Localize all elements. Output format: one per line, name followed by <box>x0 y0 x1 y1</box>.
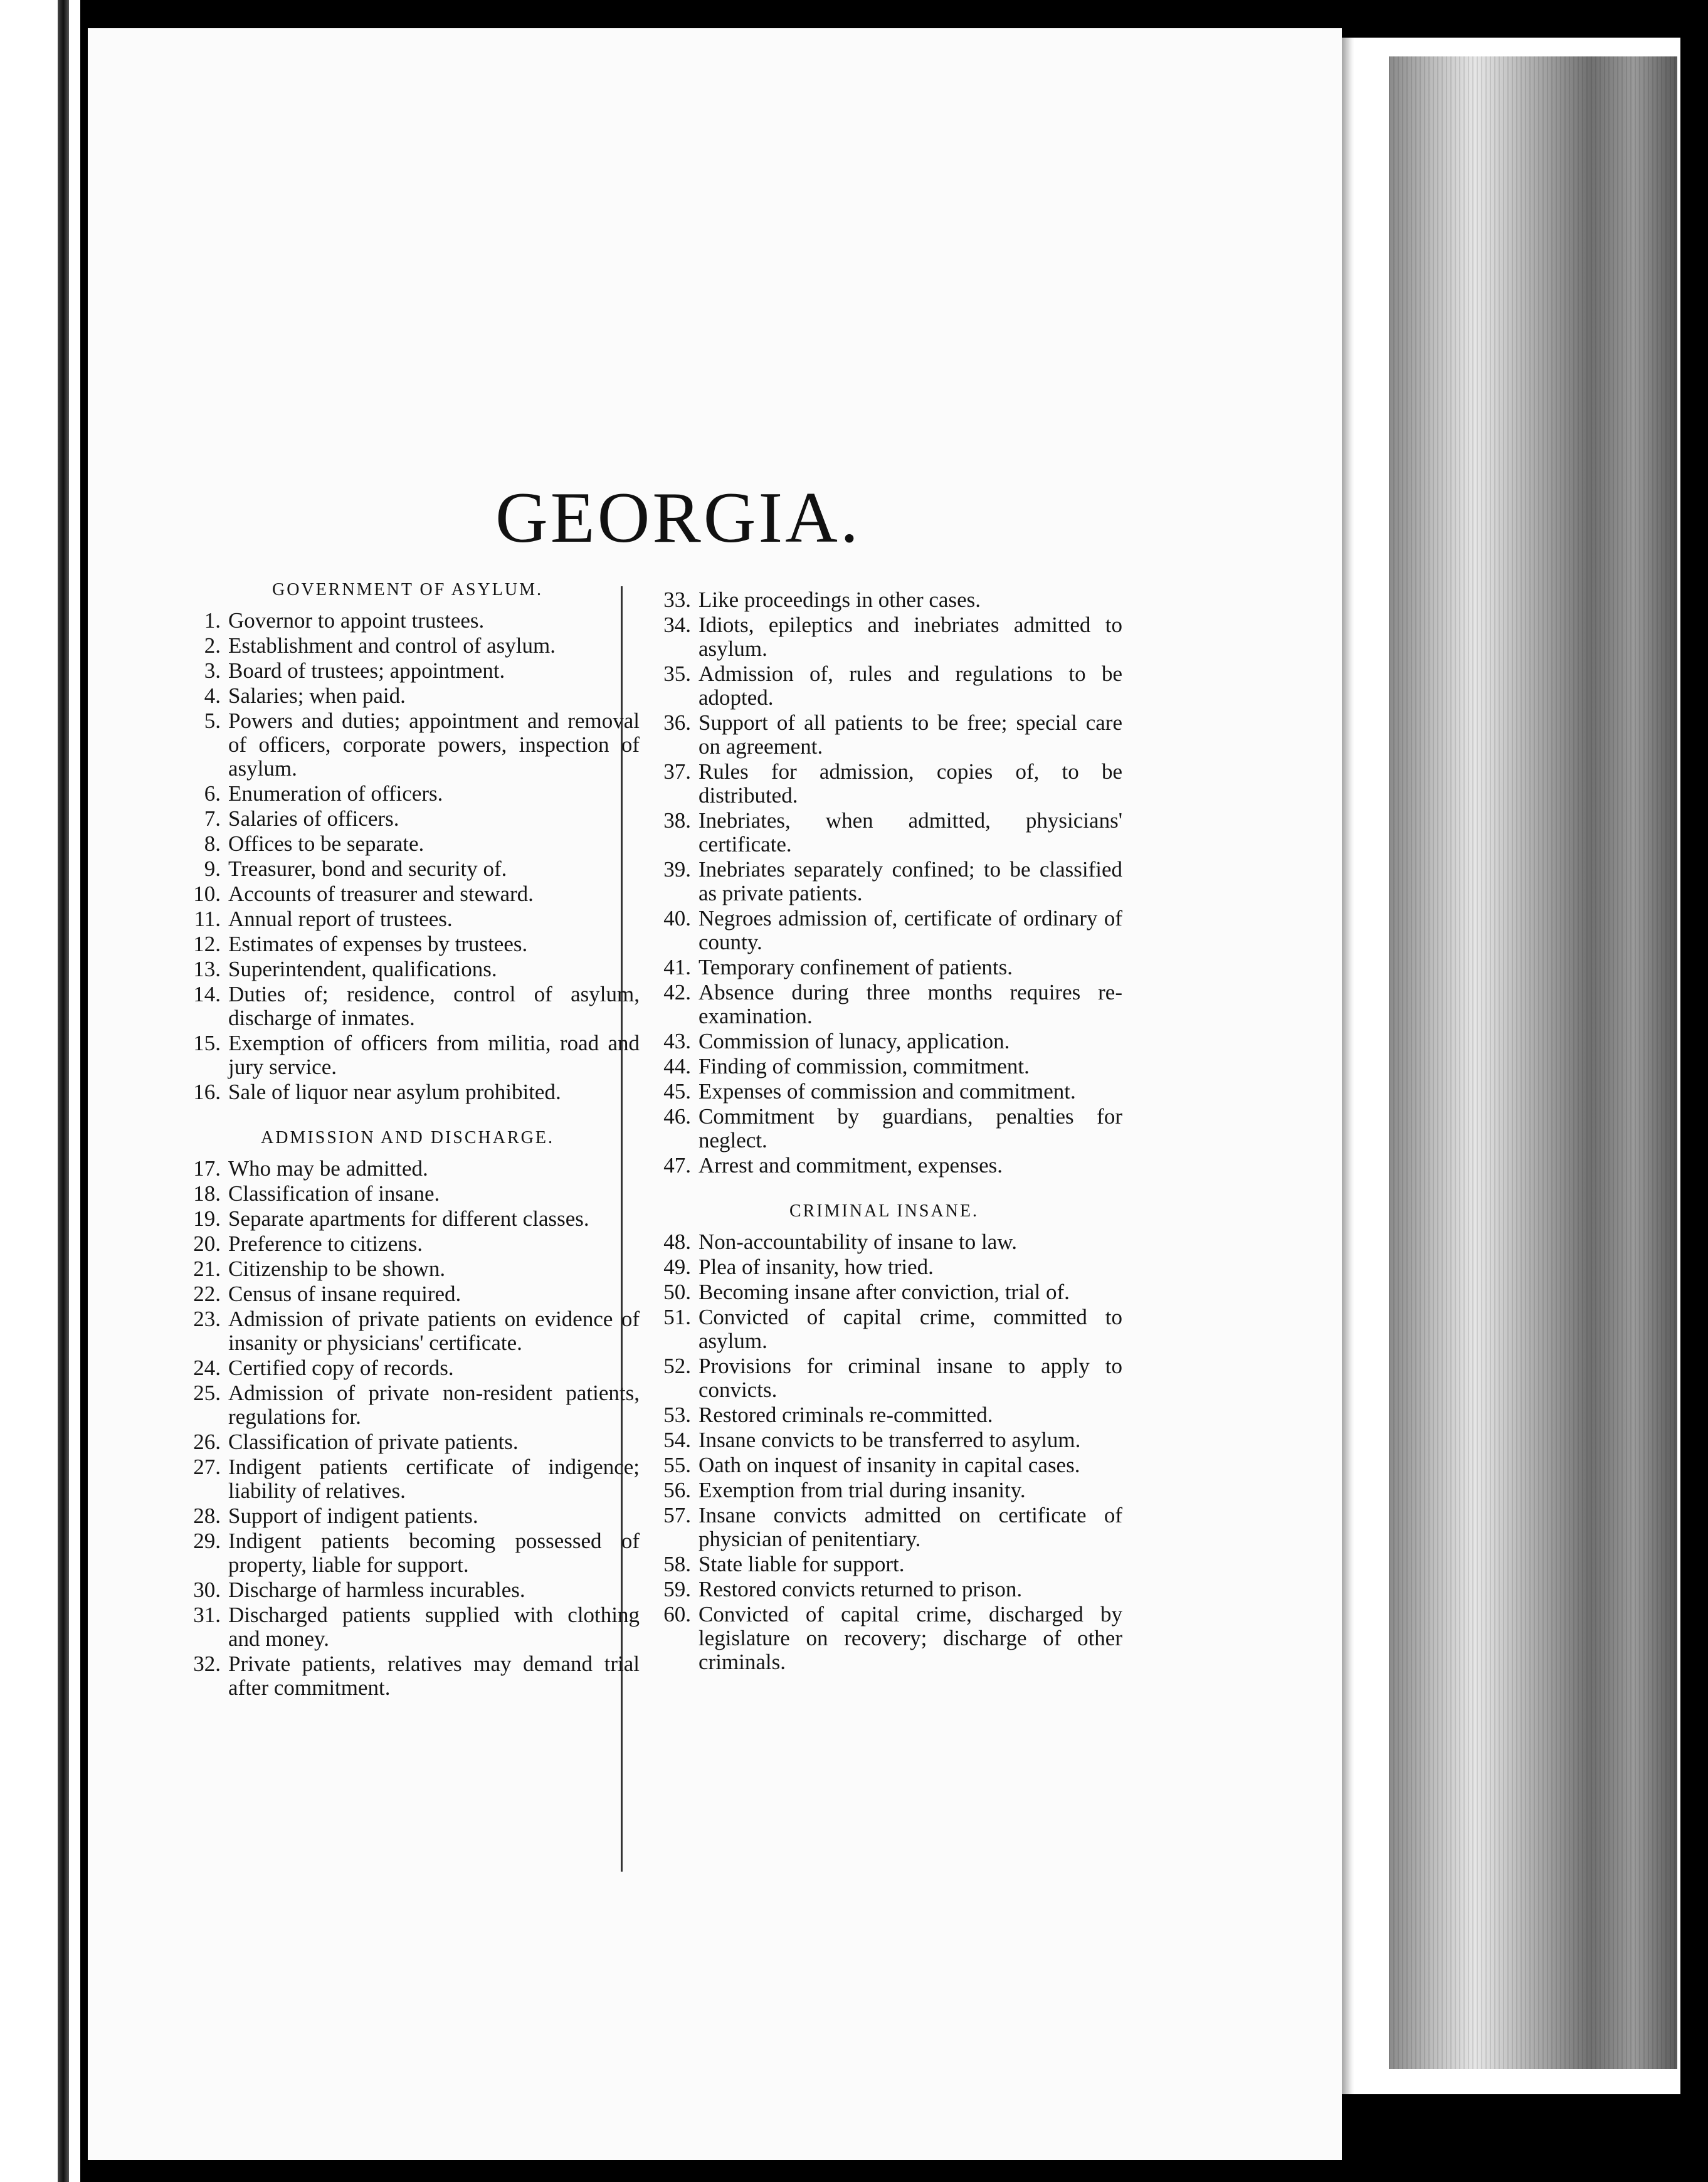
entry-number: 3. <box>204 658 221 683</box>
entry-text: Commission of lunacy, application. <box>698 1029 1010 1053</box>
section-entry <box>646 1080 1122 1104</box>
entry-text: Sale of liquor near asylum prohibited. <box>228 1080 561 1104</box>
entry-number: 33. <box>663 588 691 612</box>
entry-text: Board of trustees; appointment. <box>228 658 505 683</box>
entry-text: Temporary confinement of patients. <box>698 955 1013 979</box>
entry-number: 41. <box>663 955 691 979</box>
entry-number: 31. <box>193 1603 221 1627</box>
entry-number: 44. <box>663 1054 691 1078</box>
entry-text: Support of indigent patients. <box>228 1504 478 1528</box>
section-entry <box>176 1182 640 1206</box>
section-entry <box>646 588 1122 612</box>
entry-text: Exemption from trial during insanity. <box>698 1478 1026 1502</box>
entry-text: Classification of private patients. <box>228 1430 519 1454</box>
entry-number: 38. <box>663 808 691 833</box>
section-entry <box>646 981 1122 1028</box>
entry-text: Governor to appoint trustees. <box>228 608 485 633</box>
entry-number: 23. <box>193 1307 221 1331</box>
entry-number: 57. <box>663 1503 691 1527</box>
section-entry <box>646 907 1122 954</box>
entry-number: 14. <box>193 982 221 1006</box>
entry-number: 48. <box>663 1230 691 1254</box>
section-entry <box>176 709 640 781</box>
entry-text: Accounts of treasurer and steward. <box>228 882 534 906</box>
section-entry <box>646 1403 1122 1427</box>
section-entry <box>176 659 640 683</box>
entry-text: Plea of insanity, how tried. <box>698 1255 934 1279</box>
entry-text: Arrest and commitment, expenses. <box>698 1153 1003 1178</box>
entry-number: 30. <box>193 1578 221 1602</box>
section-entry <box>176 1430 640 1454</box>
entry-text: Offices to be separate. <box>228 831 424 856</box>
entry-text: Admission of, rules and regulations to be adopted. <box>698 661 1122 710</box>
section-entry <box>646 1305 1122 1353</box>
section-entry <box>646 809 1122 856</box>
entry-number: 34. <box>663 613 691 637</box>
entry-text: Admission of private patients on evidence of insanity or physicians' certificate. <box>228 1307 640 1355</box>
entry-text: Private patients, relatives may demand trial after commitment. <box>228 1652 640 1700</box>
entry-number: 40. <box>663 906 691 930</box>
section-entry <box>176 857 640 881</box>
entry-number: 1. <box>204 608 221 633</box>
entry-text: Duties of; residence, control of asylum, discharge of inmates. <box>228 982 640 1030</box>
section-entry <box>176 957 640 981</box>
entry-number: 24. <box>193 1356 221 1380</box>
entry-number: 29. <box>193 1529 221 1553</box>
section-entry <box>176 634 640 658</box>
section-entry <box>646 1280 1122 1304</box>
section-entry <box>646 1578 1122 1601</box>
entry-number: 46. <box>663 1104 691 1129</box>
section-entry <box>646 1453 1122 1477</box>
entry-number: 52. <box>663 1354 691 1378</box>
section-entry <box>646 1354 1122 1402</box>
section-entry <box>646 760 1122 808</box>
page-title: GEORGIA. <box>495 478 861 558</box>
section-entry <box>176 1603 640 1651</box>
section-entry <box>176 1080 640 1104</box>
entry-text: Becoming insane after conviction, trial of. <box>698 1280 1070 1304</box>
entry-number: 60. <box>663 1602 691 1626</box>
book-gutter <box>58 0 69 2182</box>
section-entry <box>646 1504 1122 1551</box>
entry-text: Indigent patients becoming possessed of property, liable for support. <box>228 1529 640 1577</box>
entry-text: Expenses of commission and commitment. <box>698 1079 1076 1104</box>
entry-text: Inebriates separately confined; to be classified as private patients. <box>698 857 1122 905</box>
section-entry <box>176 684 640 708</box>
entry-number: 49. <box>663 1255 691 1279</box>
left-column <box>176 580 640 1701</box>
entry-text: Inebriates, when admitted, physicians' certificate. <box>698 808 1122 856</box>
entry-text: Oath on inquest of insanity in capital cases. <box>698 1453 1080 1477</box>
entry-text: Finding of commission, commitment. <box>698 1054 1030 1078</box>
entry-text: Provisions for criminal insane to apply to convicts. <box>698 1354 1122 1402</box>
section-entry <box>646 1230 1122 1254</box>
entry-number: 13. <box>193 957 221 981</box>
section-entry <box>646 1603 1122 1674</box>
entry-number: 6. <box>204 781 221 806</box>
entry-number: 51. <box>663 1305 691 1329</box>
entry-text: Annual report of trustees. <box>228 907 453 931</box>
section-entry <box>646 1478 1122 1502</box>
book-fore-edge <box>1389 56 1677 2069</box>
entry-text: Separate apartments for different classes. <box>228 1206 589 1231</box>
section-entry <box>646 662 1122 710</box>
section-entry <box>176 1282 640 1306</box>
entry-text: Indigent patients certificate of indigence; liability of relatives. <box>228 1455 640 1503</box>
entry-number: 53. <box>663 1403 691 1427</box>
entry-number: 59. <box>663 1577 691 1601</box>
section-entry <box>176 1455 640 1503</box>
entry-text: Discharge of harmless incurables. <box>228 1578 525 1602</box>
entry-number: 25. <box>193 1381 221 1405</box>
section-entry <box>176 983 640 1030</box>
entry-text: Establishment and control of asylum. <box>228 633 556 658</box>
entry-number: 43. <box>663 1029 691 1053</box>
section-entry <box>646 858 1122 905</box>
entry-text: Non-accountability of insane to law. <box>698 1230 1017 1254</box>
entry-number: 18. <box>193 1181 221 1206</box>
section-entry <box>176 1529 640 1577</box>
entry-text: Negroes admission of, certificate of ordinary of county. <box>698 906 1122 954</box>
entry-text: Estimates of expenses by trustees. <box>228 932 528 956</box>
entry-number: 21. <box>193 1257 221 1281</box>
entry-text: Discharged patients supplied with clothing and money. <box>228 1603 640 1651</box>
section-entry <box>176 1578 640 1602</box>
section-entry <box>176 1232 640 1256</box>
section-entry <box>176 1157 640 1181</box>
entry-number: 26. <box>193 1430 221 1454</box>
entry-number: 58. <box>663 1552 691 1576</box>
entry-text: Idiots, epileptics and inebriates admitted to asylum. <box>698 613 1122 661</box>
section-entry <box>176 1307 640 1355</box>
entry-text: Treasurer, bond and security of. <box>228 856 507 881</box>
section-entry <box>646 956 1122 979</box>
entry-number: 15. <box>193 1031 221 1055</box>
section-entry <box>646 1255 1122 1279</box>
entry-number: 55. <box>663 1453 691 1477</box>
entry-number: 17. <box>193 1156 221 1181</box>
section-entry <box>646 1055 1122 1078</box>
entry-text: Insane convicts to be transferred to asylum. <box>698 1428 1081 1452</box>
section-heading: ADMISSION AND DISCHARGE. <box>261 1128 554 1147</box>
entry-number: 9. <box>204 856 221 881</box>
section-entry <box>176 932 640 956</box>
entry-text: Rules for admission, copies of, to be distributed. <box>698 759 1122 808</box>
entry-number: 37. <box>663 759 691 784</box>
section-entry <box>176 1257 640 1281</box>
section-entry <box>176 1207 640 1231</box>
section-entry <box>176 907 640 931</box>
entry-text: Salaries; when paid. <box>228 683 406 708</box>
right-column <box>646 588 1122 1675</box>
section-entry <box>646 613 1122 661</box>
entry-text: Salaries of officers. <box>228 806 399 831</box>
entry-text: Insane convicts admitted on certificate of physician of penitentiary. <box>698 1503 1122 1551</box>
entry-number: 36. <box>663 710 691 735</box>
entry-text: Citizenship to be shown. <box>228 1257 446 1281</box>
previous-page-edge <box>0 0 80 2182</box>
section-entry <box>176 1381 640 1429</box>
section-entry <box>176 882 640 906</box>
section-heading: CRIMINAL INSANE. <box>789 1201 979 1221</box>
entry-text: Restored convicts returned to prison. <box>698 1577 1023 1601</box>
entry-text: Classification of insane. <box>228 1181 440 1206</box>
entry-text: Restored criminals re-committed. <box>698 1403 993 1427</box>
entry-text: Certified copy of records. <box>228 1356 454 1380</box>
entry-text: Convicted of capital crime, discharged by legislature on recovery; discharge of other criminals. <box>698 1602 1122 1674</box>
section-entry <box>646 1154 1122 1178</box>
entry-number: 35. <box>663 661 691 686</box>
entry-number: 22. <box>193 1282 221 1306</box>
section-entry <box>176 609 640 633</box>
section-entry <box>176 1652 640 1700</box>
entry-text: Support of all patients to be free; special care on agreement. <box>698 710 1122 759</box>
entry-number: 19. <box>193 1206 221 1231</box>
section-entry <box>176 832 640 856</box>
entry-number: 28. <box>193 1504 221 1528</box>
entry-text: Who may be admitted. <box>228 1156 428 1181</box>
entry-number: 8. <box>204 831 221 856</box>
entry-number: 47. <box>663 1153 691 1178</box>
entry-number: 42. <box>663 980 691 1004</box>
entry-number: 20. <box>193 1231 221 1256</box>
section-entry <box>646 1552 1122 1576</box>
section-entry <box>176 1504 640 1528</box>
section-entry <box>646 1030 1122 1053</box>
section-entry <box>646 1428 1122 1452</box>
entry-number: 32. <box>193 1652 221 1676</box>
entry-number: 12. <box>193 932 221 956</box>
entry-number: 50. <box>663 1280 691 1304</box>
entry-number: 5. <box>204 709 221 733</box>
entry-number: 16. <box>193 1080 221 1104</box>
entry-text: Preference to citizens. <box>228 1231 423 1256</box>
entry-number: 10. <box>193 882 221 906</box>
entry-number: 11. <box>194 907 221 931</box>
entry-number: 54. <box>663 1428 691 1452</box>
entry-number: 45. <box>663 1079 691 1104</box>
entry-number: 2. <box>204 633 221 658</box>
entry-text: Commitment by guardians, penalties for neglect. <box>698 1104 1122 1152</box>
section-entry <box>176 1031 640 1079</box>
entry-number: 27. <box>193 1455 221 1479</box>
entry-text: Admission of private non-resident patients, regulations for. <box>228 1381 640 1429</box>
entry-number: 7. <box>204 806 221 831</box>
entry-text: Powers and duties; appointment and removal of officers, corporate powers, inspection of asylum. <box>228 709 640 781</box>
section-entry <box>176 782 640 806</box>
entry-text: Census of insane required. <box>228 1282 461 1306</box>
section-heading: GOVERNMENT OF ASYLUM. <box>272 580 543 599</box>
section-entry <box>646 711 1122 759</box>
entry-text: Superintendent, qualifications. <box>228 957 497 981</box>
section-entry <box>646 1105 1122 1152</box>
section-entry <box>176 1356 640 1380</box>
entry-number: 56. <box>663 1478 691 1502</box>
entry-text: Enumeration of officers. <box>228 781 443 806</box>
entry-text: State liable for support. <box>698 1552 905 1576</box>
entry-text: Convicted of capital crime, committed to asylum. <box>698 1305 1122 1353</box>
entry-number: 39. <box>663 857 691 882</box>
entry-number: 4. <box>204 683 221 708</box>
entry-text: Exemption of officers from militia, road and jury service. <box>228 1031 640 1079</box>
entry-text: Absence during three months requires re-examination. <box>698 980 1122 1028</box>
section-entry <box>176 807 640 831</box>
entry-text: Like proceedings in other cases. <box>698 588 981 612</box>
